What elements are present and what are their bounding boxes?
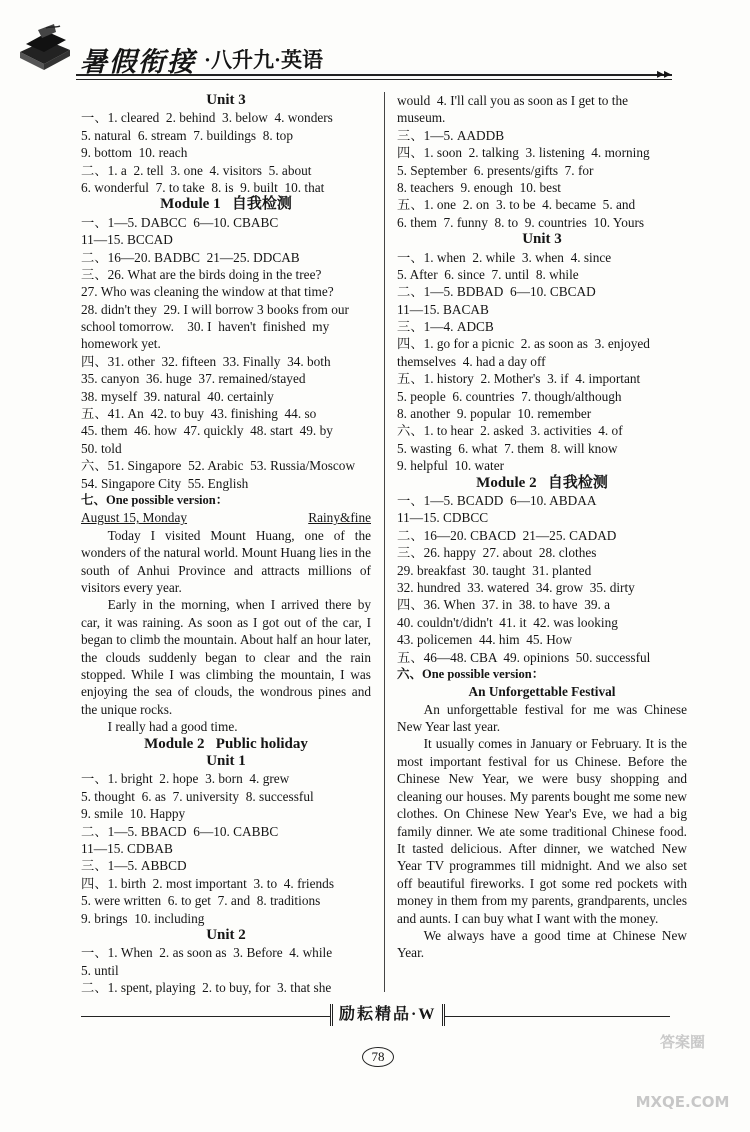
answer-line: 一、1. bright 2. hope 3. born 4. grew <box>81 771 290 787</box>
answer-line: 5. September 6. presents/gifts 7. for <box>397 162 594 178</box>
arrow-right-icon: ▸▸ <box>657 67 672 82</box>
answer-line: 二、1—5. BBACD 6—10. CABBC <box>81 823 279 839</box>
section-heading: Unit 2 <box>206 926 246 943</box>
answer-line: 二、1. a 2. tell 3. one 4. visitors 5. about <box>81 162 312 178</box>
answer-line: 一、1. When 2. as soon as 3. Before 4. while <box>81 945 333 961</box>
answer-line: school tomorrow. 30. I haven't finished my <box>81 319 330 335</box>
answer-line: 29. breakfast 30. taught 31. planted <box>397 562 592 578</box>
composition-paragraph: Early in the morning, when I arrived there by car, it was raining. As soon as I got out of the car, I began to climb the mountain. About half an hour later, the clouds suddenly began to clear and the rain stopped. While I was climbing the mountain, I was enjoying the sea of clouds, the wondrous pines and the unique rocks. <box>81 597 371 717</box>
answer-line: museum. <box>397 110 446 126</box>
answer-line: themselves 4. had a day off <box>397 353 546 369</box>
answer-line: homework yet. <box>81 336 161 352</box>
section-heading: Unit 3 <box>206 92 246 108</box>
composition-paragraph: We always have a good time at Chinese New Year. <box>397 927 687 961</box>
answer-line: 9. helpful 10. water <box>397 458 505 474</box>
answer-line: 五、1. history 2. Mother's 3. if 4. important <box>397 371 641 387</box>
answer-line: 四、36. When 37. in 38. to have 39. a <box>397 597 611 613</box>
composition-paragraph: It usually comes in January or February. It is the most important festival for us Chinese. Before the Chinese New Year, we were busy shopping and cleaning our houses. My parents bought me some new clothes. On Chinese New Year's Eve, we had a big family dinner. We ate some traditional Chinese food. It tasted delicious. After dinner, we watched New Year TV programmes till midnight. And we also set off beautiful fireworks. I got some red pockets with money in them from my parents, grandparents, uncles and aunts. I can buy what I want with the money. <box>397 736 687 926</box>
answer-line: 5. After 6. since 7. until 8. while <box>397 266 579 282</box>
answer-line: 二、16—20. BADBC 21—25. DDCAB <box>81 249 300 265</box>
composition-paragraph: Today I visited Mount Huang, one of the wonders of the natural world. Mount Huang lies in the south of Anhui Province and attracts millions of visitors every year. <box>81 527 371 595</box>
answer-line: 四、1. soon 2. talking 3. listening 4. morning <box>397 145 650 161</box>
grade-subject: ·八升九·英语 <box>204 48 324 72</box>
answer-line: 五、41. An 42. to buy 43. finishing 44. so <box>81 406 317 422</box>
section-label: 七、One possible version： <box>81 492 229 507</box>
answer-line: 四、1. go for a picnic 2. as soon as 3. enjoyed <box>397 336 650 352</box>
answer-line: 五、1. one 2. on 3. to be 4. became 5. and <box>397 197 636 213</box>
answer-line: 8. teachers 9. enough 10. best <box>397 179 561 195</box>
left-column <box>81 92 371 997</box>
composition-title: An Unforgettable Festival <box>468 684 616 700</box>
answer-line: 5. people 6. countries 7. though/although <box>397 388 622 404</box>
section-label: 六、One possible version： <box>397 666 545 681</box>
answer-line: 32. hundred 33. watered 34. grow 35. dirty <box>397 579 635 595</box>
answer-line: 六、1. to hear 2. asked 3. activities 4. of <box>397 423 623 439</box>
answer-line: 11—15. CDBCC <box>397 510 489 526</box>
answer-line: 一、1. cleared 2. behind 3. below 4. wonders <box>81 110 333 126</box>
header-rule-thin <box>76 79 672 80</box>
section-heading: Unit 1 <box>206 753 246 770</box>
right-column <box>397 92 687 962</box>
answer-line: 5. natural 6. stream 7. buildings 8. top <box>81 127 293 143</box>
answer-line: 27. Who was cleaning the window at that time? <box>81 284 334 300</box>
answer-line: 三、26. What are the birds doing in the tree? <box>81 266 322 282</box>
section-heading: Module 2 Public holiday <box>144 735 308 752</box>
answer-line: would 4. I'll call you as soon as I get to the <box>397 93 628 108</box>
answer-line: 三、26. happy 27. about 28. clothes <box>397 545 597 561</box>
answer-line: 一、1—5. BCADD 6—10. ABDAA <box>397 492 597 508</box>
answer-line: 11—15. CDBAB <box>81 840 173 856</box>
answer-line: 五、46—48. CBA 49. opinions 50. successful <box>397 649 651 665</box>
composition-text <box>397 701 687 962</box>
answer-line: 三、1—5. AADDB <box>397 127 505 143</box>
answer-line: 六、51. Singapore 52. Arabic 53. Russia/Moscow <box>81 458 356 474</box>
answer-line: 38. myself 39. natural 40. certainly <box>81 388 274 404</box>
answer-line: 11—15. BACAB <box>397 301 489 317</box>
answer-line: 5. were written 6. to get 7. and 8. traditions <box>81 893 321 909</box>
diary-date: August 15, Monday <box>81 510 188 526</box>
answer-line: 二、1. spent, playing 2. to buy, for 3. that she <box>81 980 332 996</box>
answer-line: 二、16—20. CBACD 21—25. CADAD <box>397 527 617 543</box>
diary-weather: Rainy&fine <box>308 510 371 526</box>
answer-line: 50. told <box>81 440 122 456</box>
answer-line: 28. didn't they 29. I will borrow 3 books from our <box>81 301 349 317</box>
answer-line: 一、1. when 2. while 3. when 4. since <box>397 249 612 265</box>
answer-line: 5. thought 6. as 7. university 8. successful <box>81 788 314 804</box>
footer-brand: 励耘精品·W <box>330 1004 445 1026</box>
brand-title: 暑假衔接 <box>80 47 196 77</box>
answer-line: 6. wonderful 7. to take 8. is 9. built 10. that <box>81 179 325 195</box>
watermark-logo: 答案圈 MXQE.COM <box>635 1033 730 1111</box>
section-heading: Unit 3 <box>522 231 562 248</box>
answer-line: 40. couldn't/didn't 41. it 42. was looking <box>397 614 618 630</box>
answer-line: 35. canyon 36. huge 37. remained/stayed <box>81 371 306 387</box>
answer-line: 9. brings 10. including <box>81 910 205 926</box>
column-divider <box>384 92 385 992</box>
section-heading: Module 1 自我检测 <box>160 196 292 213</box>
diary-date-line <box>81 509 371 526</box>
answer-line: 6. them 7. funny 8. to 9. countries 10. Yours <box>397 214 645 230</box>
answer-line: 54. Singapore City 55. English <box>81 475 249 491</box>
page-number: 78 <box>362 1047 394 1067</box>
answer-line: 8. another 9. popular 10. remember <box>397 406 592 422</box>
answer-line: 四、1. birth 2. most important 3. to 4. friends <box>81 875 334 891</box>
section-heading: Module 2 自我检测 <box>476 474 608 491</box>
answer-line: 11—15. BCCAD <box>81 232 173 248</box>
composition-paragraph: An unforgettable festival for me was Chinese New Year last year. <box>397 701 687 735</box>
answer-line: 5. wasting 6. what 7. them 8. will know <box>397 440 618 456</box>
answer-line: 三、1—4. ADCB <box>397 319 494 335</box>
answer-line: 一、1—5. DABCC 6—10. CBABC <box>81 214 279 230</box>
answer-line: 45. them 46. how 47. quickly 48. start 49. by <box>81 423 333 439</box>
answer-line: 9. smile 10. Happy <box>81 806 186 822</box>
answer-line: 43. policemen 44. him 45. How <box>397 632 573 648</box>
answer-line: 9. bottom 10. reach <box>81 145 188 161</box>
answer-line: 5. until <box>81 962 119 978</box>
header-rule <box>76 74 672 76</box>
answer-line: 二、1—5. BDBAD 6—10. CBCAD <box>397 284 596 300</box>
answer-line: 三、1—5. ABBCD <box>81 858 187 874</box>
composition-paragraph: I really had a good time. <box>107 719 238 735</box>
composition-text <box>81 527 371 736</box>
answer-line: 四、31. other 32. fifteen 33. Finally 34. both <box>81 353 331 369</box>
page-header <box>0 0 750 92</box>
books-logo-icon <box>16 22 74 72</box>
